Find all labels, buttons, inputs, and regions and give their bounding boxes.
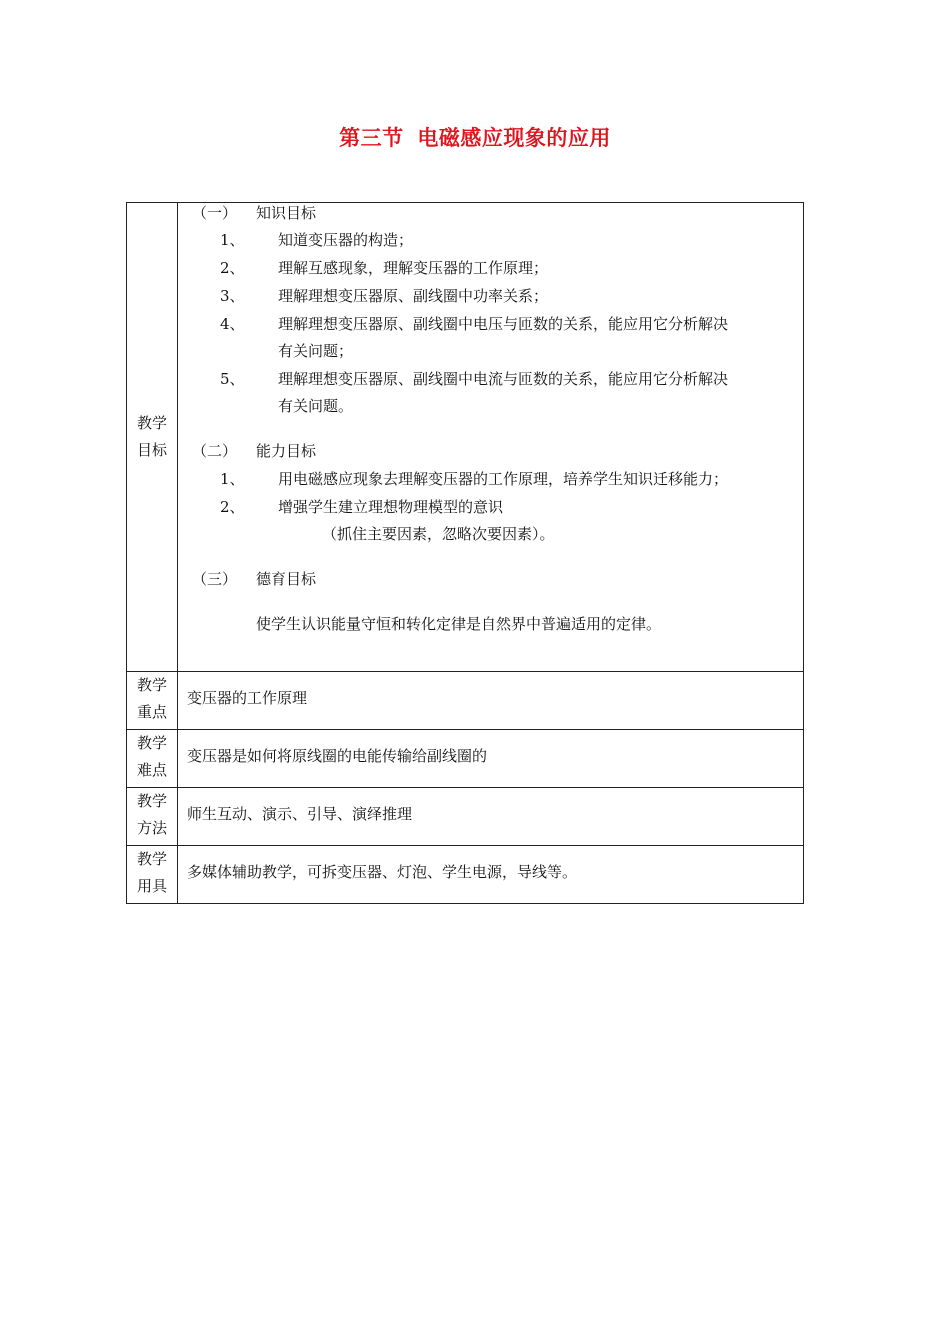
item-number: 3、 xyxy=(220,287,245,305)
table-row-methods xyxy=(127,788,804,846)
row-text: 师生互动、演示、引导、演绎推理 xyxy=(187,805,413,823)
label-line: 教学 xyxy=(136,850,167,868)
item-text: 有关问题。 xyxy=(278,397,354,415)
table-row-tools xyxy=(127,846,804,904)
row-content xyxy=(178,788,804,846)
section-number: （二） xyxy=(192,442,238,460)
section-number: （三） xyxy=(192,570,238,588)
item-number: 2、 xyxy=(220,259,245,277)
item-text: 理解理想变压器原、副线圈中电流与匝数的关系，能应用它分析解决 xyxy=(278,370,729,388)
row-label xyxy=(127,730,178,788)
item-text: 知道变压器的构造； xyxy=(278,231,414,249)
item-number: 1、 xyxy=(220,231,245,249)
row-label-goals xyxy=(127,203,178,672)
row-content xyxy=(178,672,804,730)
label-line: 目标 xyxy=(136,441,167,459)
section-body: 使学生认识能量守恒和转化定律是自然界中普遍适用的定律。 xyxy=(256,615,662,633)
item-text: 有关问题； xyxy=(278,342,354,360)
label-line: 重点 xyxy=(136,703,167,721)
row-content xyxy=(178,846,804,904)
label-line: 用具 xyxy=(136,877,167,895)
row-content xyxy=(178,730,804,788)
item-text: 增强学生建立理想物理模型的意识 xyxy=(278,498,504,516)
item-number: 2、 xyxy=(220,498,245,516)
item-number: 5、 xyxy=(220,370,245,388)
item-text: 理解互感现象，理解变压器的工作原理； xyxy=(278,259,549,277)
row-text: 变压器是如何将原线圈的电能传输给副线圈的 xyxy=(187,747,488,765)
item-number: 1、 xyxy=(220,470,245,488)
item-text: 理解理想变压器原、副线圈中电压与匝数的关系，能应用它分析解决 xyxy=(278,315,729,333)
item-text: 用电磁感应现象去理解变压器的工作原理，培养学生知识迁移能力； xyxy=(278,470,729,488)
row-text: 多媒体辅助教学，可拆变压器、灯泡、学生电源，导线等。 xyxy=(187,863,578,881)
section-title: 能力目标 xyxy=(256,442,317,460)
label-line: 教学 xyxy=(136,414,167,432)
label-line: 教学 xyxy=(136,792,167,810)
table-row-difficulties xyxy=(127,730,804,788)
section-title: 德育目标 xyxy=(256,570,317,588)
lesson-plan-table xyxy=(126,202,804,904)
page-title: 第三节 电磁感应现象的应用 xyxy=(339,126,611,150)
item-number: 4、 xyxy=(220,315,245,333)
section-number: （一） xyxy=(192,204,238,222)
section-note: （抓住主要因素，忽略次要因素）。 xyxy=(322,525,555,543)
row-label xyxy=(127,846,178,904)
section-title: 知识目标 xyxy=(256,204,317,222)
label-line: 方法 xyxy=(136,819,167,837)
row-text: 变压器的工作原理 xyxy=(187,689,308,707)
row-label xyxy=(127,672,178,730)
label-line: 难点 xyxy=(136,761,167,779)
table-row-key-points xyxy=(127,672,804,730)
label-line: 教学 xyxy=(136,734,167,752)
table-row-teaching-goals xyxy=(127,203,804,672)
goals-content xyxy=(178,203,804,672)
label-line: 教学 xyxy=(136,676,167,694)
item-text: 理解理想变压器原、副线圈中功率关系； xyxy=(278,287,549,305)
row-label xyxy=(127,788,178,846)
